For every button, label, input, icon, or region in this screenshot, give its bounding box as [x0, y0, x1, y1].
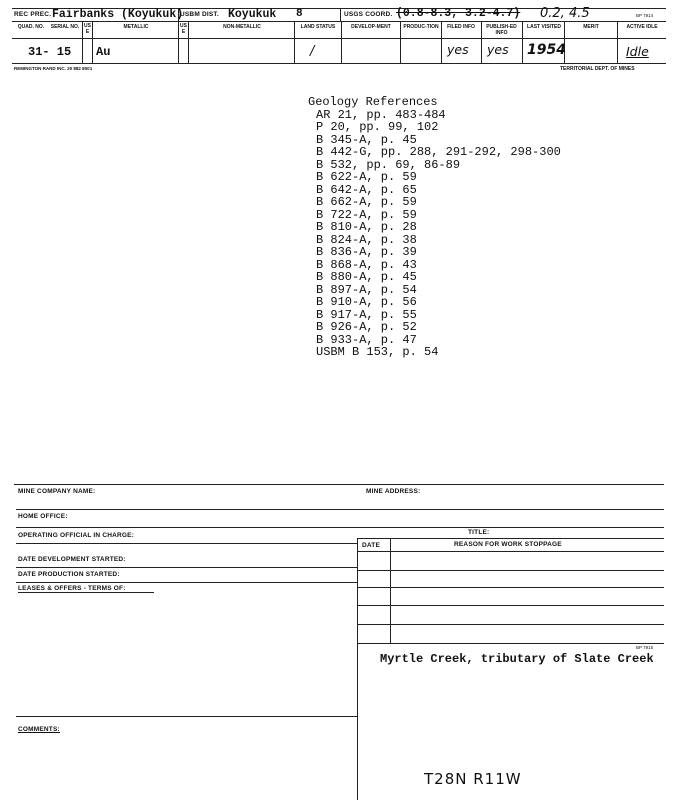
merit-header: MERIT — [583, 24, 599, 30]
serial-no-header: SERIAL NO. — [50, 24, 80, 30]
reference-item: B 345-A, p. 45 — [316, 132, 417, 147]
reference-item: B 642-A, p. 65 — [316, 182, 417, 197]
reference-item: B 868-A, p. 43 — [316, 257, 417, 272]
reference-item: B 933-A, p. 47 — [316, 332, 417, 347]
mine-address-label: MINE ADDRESS: — [366, 488, 421, 495]
comments-label: COMMENTS: — [18, 726, 60, 733]
metallic-value: Au — [96, 45, 111, 59]
date-production-label: DATE PRODUCTION STARTED: — [18, 571, 120, 578]
use-header-2: USE — [180, 23, 187, 35]
last-visited-header: LAST VISITED — [527, 24, 561, 30]
reference-item: B 722-A, p. 59 — [316, 207, 417, 222]
home-office-label: HOME OFFICE: — [18, 513, 68, 520]
reference-item: P 20, pp. 99, 102 — [316, 120, 439, 134]
mine-company-name-label: MINE COMPANY NAME: — [18, 488, 96, 495]
land-status-header: LAND STATUS — [300, 24, 336, 30]
reference-item: B 532, pp. 69, 86-89 — [316, 157, 461, 172]
reference-item: B 836-A, p. 39 — [316, 245, 417, 259]
reference-item: B 910-A, p. 56 — [316, 295, 417, 309]
filed-info-header: FILED INFO — [447, 24, 475, 30]
title-label: TITLE: — [468, 529, 490, 536]
production-header: PRODUC-TION — [403, 24, 439, 30]
reference-item: B 917-A, p. 55 — [316, 307, 417, 322]
reference-item: AR 21, pp. 483-484 — [316, 107, 446, 122]
reference-item: B 810-A, p. 28 — [316, 220, 417, 234]
land-status-value: / — [310, 44, 315, 59]
reference-item: B 880-A, p. 45 — [316, 270, 417, 284]
form-number-2: BP 7915 — [636, 645, 654, 650]
published-info-header: PUBLISH-ED INFO — [486, 24, 517, 36]
date-development-label: DATE DEVELOPMENT STARTED: — [18, 556, 126, 563]
leases-offers-label: LEASES & OFFERS - TERMS OF: — [18, 585, 126, 592]
geology-references-title: Geology References — [308, 95, 438, 109]
last-visited-value: 1954 — [527, 42, 566, 58]
nonmetallic-header: NON-METALLIC — [223, 24, 261, 30]
rec-prec-label: REC PREC. — [14, 11, 52, 18]
reference-item: B 824-A, p. 38 — [316, 232, 417, 247]
geology-references-list — [316, 109, 561, 359]
form-number: BP 7914 — [636, 13, 654, 18]
usbm-dist-label: USBM DIST. — [180, 11, 219, 18]
reference-item: B 662-A, p. 59 — [316, 195, 417, 209]
reference-item: B 622-A, p. 59 — [316, 170, 417, 184]
usgs-coord-handwritten: 0.2, 4.5 — [540, 6, 590, 21]
quad-no-header: QUAD. NO. — [17, 24, 45, 30]
use-header-1: USE — [84, 23, 91, 35]
location-description: Myrtle Creek, tributary of Slate Creek — [380, 652, 654, 666]
active-idle-value: Idle — [626, 44, 649, 59]
usgs-coord-value: (0.8-8.3, 3.2-4.7) — [396, 7, 521, 20]
dist-number: 8 — [296, 8, 303, 20]
filed-info-value: yes — [447, 42, 469, 57]
development-header: DEVELOP-MENT — [351, 24, 391, 30]
quad-serial-value: 31- 15 — [28, 45, 72, 59]
reference-item: B 926-A, p. 52 — [316, 320, 417, 334]
published-info-value: yes — [487, 42, 509, 57]
rec-prec-value: Fairbanks (Koyukuk) — [52, 8, 184, 21]
operating-official-label: OPERATING OFFICIAL IN CHARGE: — [18, 532, 135, 539]
reference-item: B 442-G, pp. 288, 291-292, 298-300 — [316, 145, 561, 159]
reference-item: USBM B 153, p. 54 — [316, 345, 439, 359]
reference-item: B 897-A, p. 54 — [316, 282, 417, 297]
reason-column-label: REASON FOR WORK STOPPAGE — [454, 541, 562, 548]
printer-credit: REMINGTON RAND INC. 20 882 8001 — [14, 66, 93, 71]
metallic-header: METALLIC — [123, 24, 149, 30]
township-range-handwritten: T28N R11W — [424, 770, 522, 788]
active-idle-header: ACTIVE IDLE — [626, 24, 658, 30]
usgs-coord-label: USGS COORD. — [344, 11, 393, 18]
territorial-dept-credit: TERRITORIAL DEPT. OF MINES — [560, 66, 635, 72]
usbm-dist-value: Koyukuk — [228, 8, 277, 21]
date-column-label: DATE — [362, 542, 381, 549]
